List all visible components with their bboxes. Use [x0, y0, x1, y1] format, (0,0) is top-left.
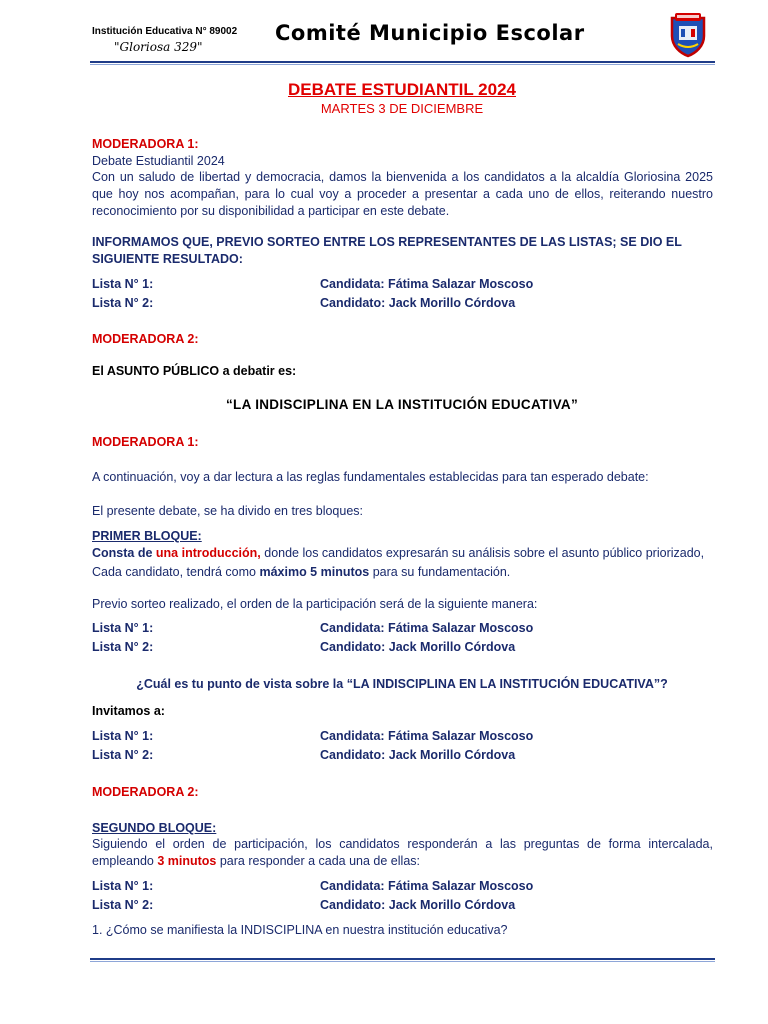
moderator-1-heading-2: MODERADORA 1: [92, 435, 199, 449]
invite-list-2-candidate: Candidato: Jack Morillo Córdova [320, 748, 516, 762]
welcome-paragraph: Con un saludo de libertad y democracia, damos la bienvenida a los candidatos a la alcaldía Gloriosina 2025 que hoy nos acompañan, para lo cual voy a proceder a presentar a cada uno de ellos, reiterando nuestro reconocimiento por su disponibilidad a participar en este debate. [92, 170, 713, 218]
first-block-desc [92, 545, 704, 562]
blocks-intro: El presente debate, se ha divido en tres bloques: [92, 504, 364, 518]
footer-rule-thin [90, 961, 715, 962]
header-rule [90, 61, 715, 63]
header-rule-thin [90, 64, 715, 65]
order-list-2-label: Lista N° 2: [92, 640, 154, 654]
invite-list-2-label: Lista N° 2: [92, 748, 154, 762]
list-1-label: Lista N° 1: [92, 277, 154, 291]
second-block-title: SEGUNDO BLOQUE: [92, 821, 217, 835]
consta-prefix: Consta de [92, 546, 156, 560]
moderator-2-heading-2: MODERADORA 2: [92, 785, 199, 799]
second-list-1-candidate: Candidata: Fátima Salazar Moscoso [320, 879, 534, 893]
list-2-label: Lista N° 2: [92, 296, 154, 310]
public-issue-intro: El ASUNTO PÚBLICO a debatir es: [92, 364, 297, 378]
second-block-prefix: Siguiendo el orden de participación, los candidatos responderán a las preguntas de forma intercalada, empleando [92, 837, 713, 868]
cada-rest: para su fundamentación. [369, 565, 511, 579]
order-list-1-label: Lista N° 1: [92, 621, 154, 635]
order-list-1-candidate: Candidata: Fátima Salazar Moscoso [320, 621, 534, 635]
order-intro: Previo sorteo realizado, el orden de la participación será de la siguiente manera: [92, 597, 538, 611]
invite-list-1-label: Lista N° 1: [92, 729, 154, 743]
draw-result-notice: INFORMAMOS QUE, PREVIO SORTEO ENTRE LOS REPRESENTANTES DE LAS LISTAS; SE DIO EL SIGUIENTE RESULTADO: [92, 235, 682, 266]
first-block-question: ¿Cuál es tu punto de vista sobre la “LA INDISCIPLINA EN LA INSTITUCIÓN EDUCATIVA”? [136, 677, 668, 691]
debate-topic: “LA INDISCIPLINA EN LA INSTITUCIÓN EDUCATIVA” [226, 397, 578, 412]
page-header [90, 18, 715, 63]
rules-intro: A continuación, voy a dar lectura a las reglas fundamentales establecidas para tan esperado debate: [92, 470, 649, 484]
second-block-desc [92, 836, 713, 870]
committee-title: Comité Municipio Escolar [275, 21, 585, 45]
max-time-highlight: máximo 5 minutos [259, 565, 370, 579]
institution-nickname: "Gloriosa 329" [114, 40, 203, 54]
first-block-title: PRIMER BLOQUE: [92, 529, 202, 543]
second-list-2-candidate: Candidato: Jack Morillo Córdova [320, 898, 516, 912]
invite-list-1-candidate: Candidata: Fátima Salazar Moscoso [320, 729, 534, 743]
document-date: MARTES 3 DE DICIEMBRE [320, 101, 484, 116]
school-shield-icon [668, 12, 708, 58]
three-minutes-highlight: 3 minutos [157, 854, 217, 868]
second-list-1-label: Lista N° 1: [92, 879, 154, 893]
intro-line: Debate Estudiantil 2024 [92, 154, 225, 168]
list-1-candidate: Candidata: Fátima Salazar Moscoso [320, 277, 534, 291]
document-title: DEBATE ESTUDIANTIL 2024 [288, 80, 516, 99]
second-block-rest: para responder a cada una de ellas: [216, 854, 420, 868]
moderator-1-heading: MODERADORA 1: [92, 137, 199, 151]
invite-label: Invitamos a: [92, 704, 165, 718]
footer-rule [90, 958, 715, 960]
moderator-2-heading: MODERADORA 2: [92, 332, 199, 346]
list-2-candidate: Candidato: Jack Morillo Córdova [320, 296, 516, 310]
cada-prefix: Cada candidato, tendrá como [92, 565, 260, 579]
consta-rest: donde los candidatos expresarán su análisis sobre el asunto público priorizado, [260, 546, 705, 560]
institution-name: Institución Educativa N° 89002 [92, 26, 238, 37]
first-block-time [92, 564, 510, 581]
intro-highlight: una introducción, [155, 546, 261, 560]
question-1: 1. ¿Cómo se manifiesta la INDISCIPLINA en nuestra institución educativa? [92, 923, 508, 937]
order-list-2-candidate: Candidato: Jack Morillo Córdova [320, 640, 516, 654]
second-list-2-label: Lista N° 2: [92, 898, 154, 912]
